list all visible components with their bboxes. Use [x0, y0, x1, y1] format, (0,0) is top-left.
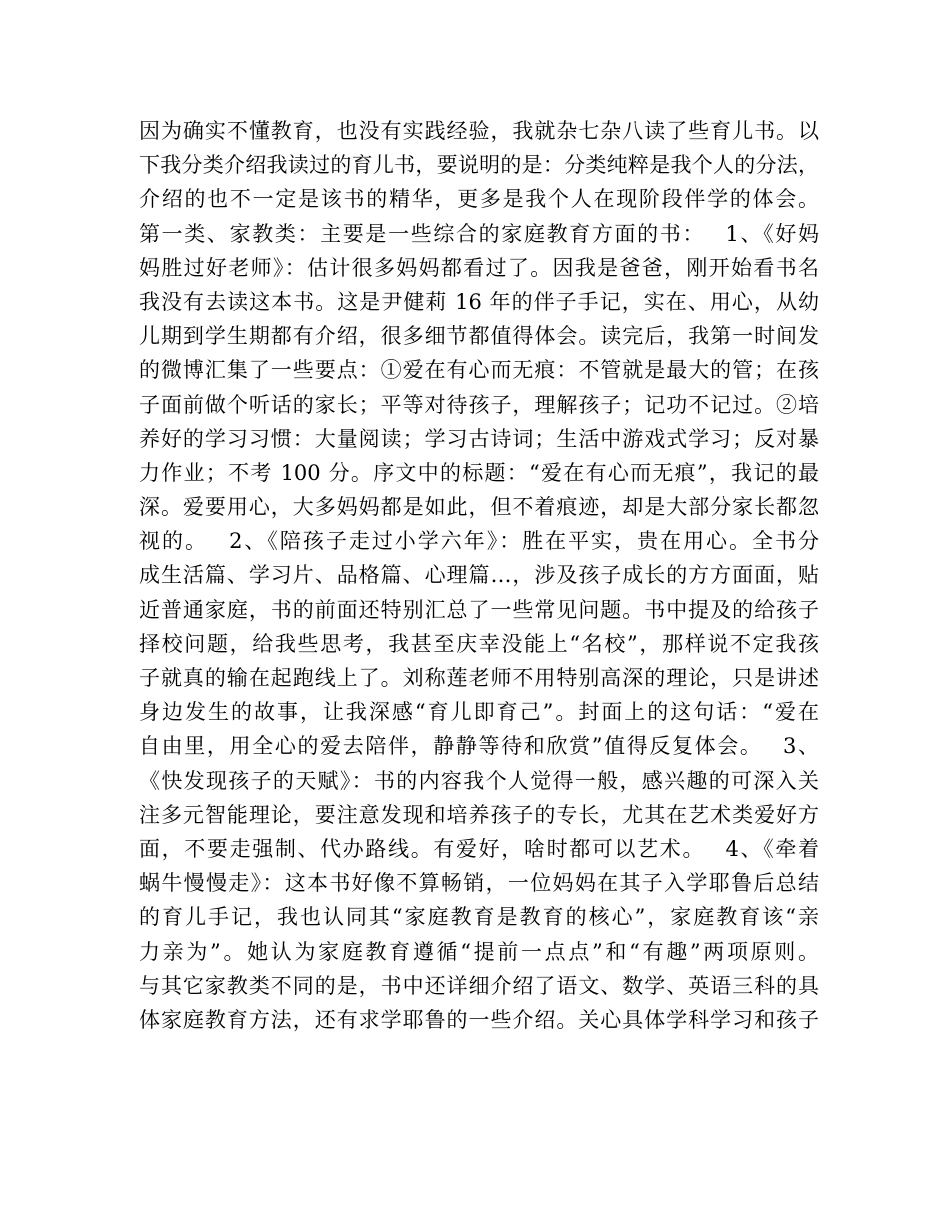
text-line: 身边发生的故事，让我深感“育儿即育己”。封面上的这句话：“爱在 — [139, 700, 819, 725]
text-line: 妈胜过好老师》：估计很多妈妈都看过了。因我是爸爸，刚开始看书名 — [139, 255, 819, 280]
text-line: 深。爱要用心，大多妈妈都是如此，但不着痕迹，却是大部分家长都忽 — [139, 495, 819, 520]
text-line: 视的。 2、《陪孩子走过小学六年》：胜在平实，贵在用心。全书分 — [139, 529, 819, 554]
text-line: 择校问题，给我些思考，我甚至庆幸没能上“名校”，那样说不定我孩 — [139, 631, 819, 656]
body-text — [139, 114, 819, 1037]
text-line: 成生活篇、学习片、品格篇、心理篇…，涉及孩子成长的方方面面，贴 — [139, 563, 819, 588]
text-line: 下我分类介绍我读过的育儿书，要说明的是：分类纯粹是我个人的分法， — [139, 153, 819, 178]
text-line: 介绍的也不一定是该书的精华，更多是我个人在现阶段伴学的体会。 — [139, 187, 819, 212]
text-line: 近普通家庭，书的前面还特别汇总了一些常见问题。书中提及的给孩子 — [139, 597, 819, 622]
text-line: 的微博汇集了一些要点：①爱在有心而无痕：不管就是最大的管；在孩 — [139, 358, 819, 383]
text-line: 力亲为”。她认为家庭教育遵循“提前一点点”和“有趣”两项原则。 — [139, 939, 819, 964]
text-line: 《快发现孩子的天赋》：书的内容我个人觉得一般，感兴趣的可深入关 — [139, 768, 819, 793]
text-line: 蜗牛慢慢走》：这本书好像不算畅销，一位妈妈在其子入学耶鲁后总结 — [139, 871, 819, 896]
text-line: 自由里，用全心的爱去陪伴，静静等待和欣赏”值得反复体会。 3、 — [139, 734, 819, 759]
text-line: 子就真的输在起跑线上了。刘称莲老师不用特别高深的理论，只是讲述 — [139, 666, 819, 690]
text-line: 因为确实不懂教育，也没有实践经验，我就杂七杂八读了些育儿书。以 — [139, 119, 819, 143]
text-line: 的育儿手记，我也认同其“家庭教育是教育的核心”，家庭教育该“亲 — [139, 905, 819, 930]
text-line: 面，不要走强制、代办路线。有爱好，啥时都可以艺术。 4、《牵着 — [139, 836, 819, 861]
text-line: 子面前做个听话的家长；平等对待孩子，理解孩子；记功不记过。②培 — [139, 392, 819, 417]
text-line: 注多元智能理论，要注意发现和培养孩子的专长，尤其在艺术类爱好方 — [139, 802, 819, 827]
text-line: 我没有去读这本书。这是尹健莉 16 年的伴子手记，实在、用心，从幼 — [139, 289, 819, 314]
text-line: 体家庭教育方法，还有求学耶鲁的一些介绍。关心具体学科学习和孩子 — [139, 1007, 819, 1032]
text-line: 养好的学习习惯：大量阅读；学习古诗词；生活中游戏式学习；反对暴 — [139, 426, 819, 451]
text-line: 与其它家教类不同的是，书中还详细介绍了语文、数学、英语三科的具 — [139, 973, 819, 998]
text-line: 力作业；不考 100 分。序文中的标题：“爱在有心而无痕”，我记的最 — [139, 460, 819, 485]
text-line: 第一类、家教类：主要是一些综合的家庭教育方面的书： 1、《好妈 — [139, 221, 819, 246]
text-line: 儿期到学生期都有介绍，很多细节都值得体会。读完后，我第一时间发 — [139, 324, 819, 349]
